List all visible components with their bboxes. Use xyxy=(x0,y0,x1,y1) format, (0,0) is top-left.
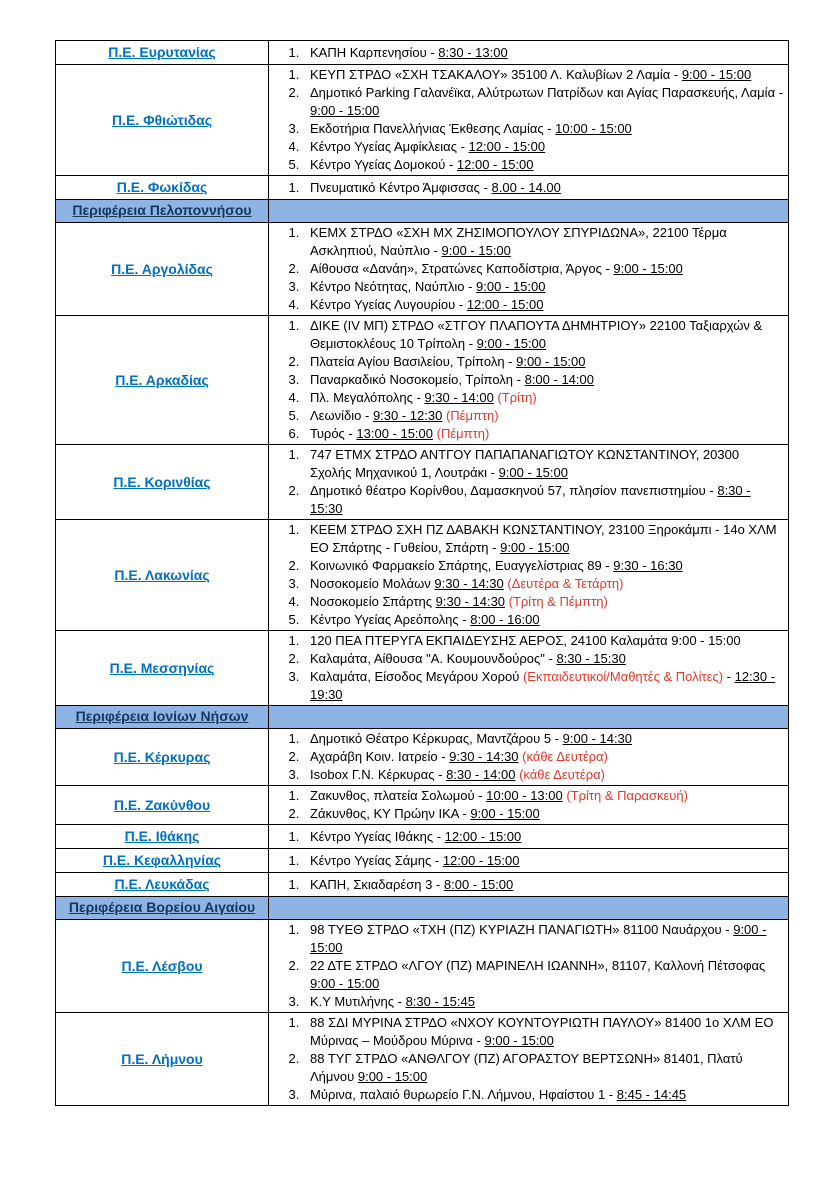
location-text: Πλ. Μεγαλόπολης - xyxy=(310,390,425,405)
location-text: Δημοτικό Θέατρο Κέρκυρας, Μαντζάρου 5 - xyxy=(310,731,563,746)
locations-cell xyxy=(269,825,789,849)
day-note: (κάθε Δευτέρα) xyxy=(515,767,605,782)
day-note: (Τρίτη) xyxy=(493,390,537,405)
location-item xyxy=(303,84,784,120)
location-text: Πλατεία Αγίου Βασιλείου, Τρίπολη - xyxy=(310,354,517,369)
location-item xyxy=(303,296,784,314)
location-text: Ζάκυνθος, ΚΥ Πρώην ΙΚΑ - xyxy=(310,806,471,821)
unit-label: Π.Ε. Κορινθίας xyxy=(113,473,211,490)
unit-row xyxy=(56,631,789,706)
time-range: 9:00 - 15:00 xyxy=(441,243,511,258)
region-header-label: Περιφέρεια Πελοποννήσου xyxy=(72,202,252,218)
location-text: Αχαράβη Κοιν. Ιατρείο - xyxy=(310,749,450,764)
day-note: (Εκπαιδευτικοί/Μαθητές & Πολίτες) xyxy=(522,669,724,684)
location-text: Κέντρο Υγείας Σάμης - xyxy=(310,852,443,868)
locations-cell xyxy=(269,41,789,65)
locations-list xyxy=(269,446,784,518)
time-range: 8:30 - 13:00 xyxy=(438,44,508,60)
location-item xyxy=(303,1086,784,1104)
unit-row xyxy=(56,176,789,200)
time-range: 9:30 - 14:30 xyxy=(449,749,519,764)
unit-label: Π.Ε. Ιθάκης xyxy=(124,828,200,844)
location-text: Λεωνίδιο - xyxy=(310,408,373,423)
location-text: Κοινωνικό Φαρμακείο Σπάρτης, Ευαγγελίστριας 89 - xyxy=(310,558,614,573)
time-range: 8:30 - 15:30 xyxy=(556,651,626,666)
region-header-cell xyxy=(56,200,269,223)
location-item xyxy=(303,389,784,407)
time-range: 9:00 - 15:00 xyxy=(484,1033,554,1048)
location-text: Ζακυνθος, πλατεία Σολωμού - xyxy=(310,788,487,803)
location-item xyxy=(303,446,784,482)
location-text: Κέντρο Υγείας Ιθάκης - xyxy=(310,828,445,844)
region-header-spacer-cell xyxy=(269,897,789,920)
location-text: Isobox Γ.Ν. Κέρκυρας - xyxy=(310,767,447,782)
unit-label: Π.Ε. Φθιώτιδας xyxy=(111,111,213,128)
time-range: 8:30 - 15:45 xyxy=(405,994,475,1009)
location-item xyxy=(303,482,784,518)
time-range: 12:00 - 15:00 xyxy=(468,139,546,154)
time-range: 9:30 - 12:30 xyxy=(372,408,443,423)
region-header-row xyxy=(56,897,789,920)
time-range: 12:00 - 15:00 xyxy=(456,157,534,172)
location-text: Κέντρο Υγείας Αρεόπολης - xyxy=(310,612,471,627)
location-item xyxy=(303,224,784,260)
unit-label-cell xyxy=(56,631,269,706)
time-range: 9:30 - 14:00 xyxy=(424,390,494,405)
location-item xyxy=(303,156,784,174)
locations-list xyxy=(269,632,784,704)
unit-row xyxy=(56,65,789,176)
location-item xyxy=(303,353,784,371)
unit-row xyxy=(56,445,789,520)
location-text: Αίθουσα «Δανάη», Στρατώνες Καποδίστρια, Άργος - xyxy=(310,261,614,276)
day-note: (Τρίτη & Πέμπτη) xyxy=(505,594,608,609)
locations-list xyxy=(269,876,784,894)
time-range: 12:30 - 19:30 xyxy=(310,669,776,702)
locations-cell xyxy=(269,873,789,897)
location-item xyxy=(303,593,784,611)
region-header-spacer-cell xyxy=(269,200,789,223)
location-text: Κ.Υ Μυτιλήνης - xyxy=(310,994,406,1009)
unit-label-cell xyxy=(56,920,269,1013)
location-text: Κέντρο Υγείας Λυγουρίου - xyxy=(310,297,467,312)
location-item xyxy=(303,993,784,1011)
time-range: 12:00 - 15:00 xyxy=(442,852,520,868)
location-text: 88 ΤΥΓ ΣΤΡΔΟ «ΑΝΘΛΓΟΥ (ΠΖ) ΑΓΟΡΑΣΤΟΥ ΒΕΡΤΣΩΝΗ» 81401, Πλατύ Λήμνου xyxy=(310,1051,743,1084)
locations-list xyxy=(269,44,784,62)
schedule-table xyxy=(55,40,789,1106)
unit-label: Π.Ε. Αρκαδίας xyxy=(115,371,209,388)
unit-row xyxy=(56,316,789,445)
location-item xyxy=(303,521,784,557)
unit-label: Π.Ε. Φωκίδας xyxy=(116,179,208,195)
location-item xyxy=(303,557,784,575)
unit-label-cell xyxy=(56,1013,269,1106)
unit-label: Π.Ε. Αργολίδας xyxy=(111,260,213,277)
location-text: Νοσοκομείο Σπάρτης xyxy=(310,594,436,609)
location-item xyxy=(303,66,784,84)
unit-row xyxy=(56,729,789,786)
unit-label: Π.Ε. Μεσσηνίας xyxy=(109,659,215,676)
locations-list xyxy=(269,521,784,629)
locations-list xyxy=(269,66,784,174)
location-item xyxy=(303,650,784,668)
location-text: Μύρινα, παλαιό θυρωρείο Γ.Ν. Λήμνου, Ηφαίστου 1 - xyxy=(310,1087,617,1102)
unit-label-cell xyxy=(56,316,269,445)
day-note: (Πέμπτη) xyxy=(433,426,490,441)
unit-label: Π.Ε. Λακωνίας xyxy=(114,566,210,583)
locations-cell xyxy=(269,920,789,1013)
time-range: 8:30 - 14:00 xyxy=(446,767,516,782)
region-header-label: Περιφέρεια Ιονίων Νήσων xyxy=(75,708,249,724)
unit-label: Π.Ε. Ζακύνθου xyxy=(113,796,211,813)
location-text: 88 ΣΔΙ ΜΥΡΙΝΑ ΣΤΡΔΟ «ΝΧΟΥ ΚΟΥΝΤΟΥΡΙΩΤΗ ΠΑΥΛΟΥ» 81400 1ο ΧΛΜ ΕΟ Μύρινας – Μούδρου Μύρινα - xyxy=(310,1015,774,1048)
location-item xyxy=(303,575,784,593)
time-range: 8:00 - 16:00 xyxy=(470,612,540,627)
time-range: 8.00 - 14.00 xyxy=(491,179,561,195)
location-text: Δημοτικό θέατρο Κορίνθου, Δαμασκηνού 57, πλησίον πανεπιστημίου - xyxy=(310,483,718,498)
location-text: ΚΑΠΗ Καρπενησίου - xyxy=(310,44,439,60)
location-item xyxy=(303,407,784,425)
location-item xyxy=(303,787,784,805)
location-item xyxy=(303,1050,784,1086)
unit-label: Π.Ε. Κεφαλληνίας xyxy=(102,852,222,868)
locations-list xyxy=(269,828,784,846)
location-text: ΔΙΚΕ (ΙV ΜΠ) ΣΤΡΔΟ «ΣΤΓΟΥ ΠΛΑΠΟΥΤΑ ΔΗΜΗΤΡΙΟΥ» 22100 Ταξιαρχών & Θεμιστοκλέους 10 Τρίπολη - xyxy=(310,318,763,351)
location-item xyxy=(303,668,784,704)
unit-label-cell xyxy=(56,786,269,825)
unit-label-cell xyxy=(56,849,269,873)
unit-label-cell xyxy=(56,729,269,786)
location-item xyxy=(303,138,784,156)
locations-cell xyxy=(269,223,789,316)
locations-cell xyxy=(269,520,789,631)
location-item xyxy=(303,179,784,197)
location-text: 747 ΕΤΜΧ ΣΤΡΔΟ ΑΝΤΓΟΥ ΠΑΠΑΠΑΝΑΓΙΩΤΟΥ ΚΩΝΣΤΑΝΤΙΝΟΥ, 20300 Σχολής Μηχανικού 1, Λουτράκι - xyxy=(310,447,740,480)
location-text: Κέντρο Υγείας Αμφίκλειας - xyxy=(310,139,469,154)
unit-label: Π.Ε. Ευρυτανίας xyxy=(108,44,216,60)
time-range: 9:00 - 15:00 xyxy=(613,261,683,276)
unit-label: Π.Ε. Κέρκυρας xyxy=(113,748,211,765)
region-header-spacer-cell xyxy=(269,706,789,729)
location-item xyxy=(303,957,784,993)
unit-row xyxy=(56,920,789,1013)
unit-label-cell xyxy=(56,41,269,65)
day-note: (Δευτέρα & Τετάρτη) xyxy=(503,576,624,591)
location-text: Καλαμάτα, Είσοδος Μεγάρου Χορού xyxy=(310,669,523,684)
time-range: 8:45 - 14:45 xyxy=(616,1087,687,1102)
location-item xyxy=(303,921,784,957)
location-text: Νοσοκομείο Μολάων xyxy=(310,576,435,591)
locations-list xyxy=(269,852,784,870)
time-range: 8:30 - 15:30 xyxy=(310,483,751,516)
unit-label: Π.Ε. Λέσβου xyxy=(121,957,203,974)
location-text: Κέντρο Νεότητας, Ναύπλιο - xyxy=(310,279,477,294)
locations-cell xyxy=(269,1013,789,1106)
time-range: 9:00 - 15:00 xyxy=(500,540,570,555)
schedule-table-body xyxy=(56,41,789,1106)
time-range: 9:00 - 15:00 xyxy=(516,354,586,369)
unit-row xyxy=(56,825,789,849)
location-text: Παναρκαδικό Νοσοκομείο, Τρίπολη - xyxy=(310,372,525,387)
time-range: 8:00 - 14:00 xyxy=(524,372,594,387)
locations-cell xyxy=(269,786,789,825)
location-item xyxy=(303,632,784,650)
locations-list xyxy=(269,921,784,1011)
location-text: Τυρός - xyxy=(310,426,357,441)
location-text: ΚΑΠΗ, Σκιαδαρέση 3 - xyxy=(310,876,444,892)
location-text: - xyxy=(723,669,735,684)
location-item xyxy=(303,260,784,278)
locations-cell xyxy=(269,176,789,200)
time-range: 13:00 - 15:00 xyxy=(356,426,434,441)
locations-list xyxy=(269,1014,784,1104)
unit-row xyxy=(56,520,789,631)
unit-row xyxy=(56,223,789,316)
time-range: 12:00 - 15:00 xyxy=(466,297,544,312)
unit-label-cell xyxy=(56,520,269,631)
day-note: (Πέμπτη) xyxy=(442,408,499,423)
unit-label-cell xyxy=(56,176,269,200)
location-item xyxy=(303,748,784,766)
unit-label: Π.Ε. Λευκάδας xyxy=(114,876,210,892)
unit-label-cell xyxy=(56,223,269,316)
location-item xyxy=(303,317,784,353)
location-text: ΚΕΥΠ ΣΤΡΔΟ «ΣΧΗ ΤΣΑΚΑΛΟΥ» 35100 Λ. Καλυβίων 2 Λαμία - xyxy=(310,67,682,82)
region-header-cell xyxy=(56,897,269,920)
region-header-cell xyxy=(56,706,269,729)
time-range: 9:30 - 16:30 xyxy=(613,558,683,573)
unit-label-cell xyxy=(56,65,269,176)
location-item xyxy=(303,828,784,846)
time-range: 10:00 - 13:00 xyxy=(486,788,563,803)
time-range: 9:30 - 14:30 xyxy=(435,594,506,609)
location-item xyxy=(303,371,784,389)
unit-row xyxy=(56,41,789,65)
region-header-label: Περιφέρεια Βορείου Αιγαίου xyxy=(68,899,256,915)
locations-cell xyxy=(269,631,789,706)
time-range: 8:00 - 15:00 xyxy=(443,876,514,892)
location-text: Πνευματικό Κέντρο Άμφισσας - xyxy=(310,179,492,195)
day-note: (Τρίτη & Παρασκευή) xyxy=(562,788,688,803)
unit-label-cell xyxy=(56,873,269,897)
location-text: Κέντρο Υγείας Δομοκού - xyxy=(310,157,457,172)
day-note: (κάθε Δευτέρα) xyxy=(518,749,609,764)
locations-cell xyxy=(269,316,789,445)
location-text: ΚΕΕΜ ΣΤΡΔΟ ΣΧΗ ΠΖ ΔΑΒΑΚΗ ΚΩΝΣΤΑΝΤΙΝΟΥ, 23100 Ξηροκάμπι - 14ο ΧΛΜ ΕΟ Σπάρτης - Γυθείου, Σπάρτη - xyxy=(310,522,777,555)
time-range: 12:00 - 15:00 xyxy=(444,828,522,844)
region-header-row xyxy=(56,706,789,729)
location-text: Δημοτικό Parking Γαλανέϊκα, Αλύτρωτων Πατρίδων και Αγίας Παρασκευής, Λαμία - xyxy=(310,85,784,100)
unit-row xyxy=(56,849,789,873)
unit-label-cell xyxy=(56,445,269,520)
locations-cell xyxy=(269,445,789,520)
location-item xyxy=(303,1014,784,1050)
locations-cell xyxy=(269,849,789,873)
location-item xyxy=(303,425,784,443)
time-range: 9:00 - 15:00 xyxy=(310,103,380,118)
location-item xyxy=(303,805,784,823)
locations-list xyxy=(269,317,784,443)
unit-row xyxy=(56,1013,789,1106)
time-range: 9:00 - 15:00 xyxy=(498,465,568,480)
location-text: Καλαμάτα, Αίθουσα "Α. Κουμουνδούρος" - xyxy=(310,651,557,666)
location-text: ΚΕΜΧ ΣΤΡΔΟ «ΣΧΗ ΜΧ ΖΗΣΙΜΟΠΟΥΛΟΥ ΣΠΥΡΙΔΩΝΑ», 22100 Τέρμα Ασκληπιού, Ναύπλιο - xyxy=(310,225,727,258)
location-item xyxy=(303,766,784,784)
time-range: 9:30 - 14:30 xyxy=(434,576,504,591)
location-item xyxy=(303,611,784,629)
locations-list xyxy=(269,787,784,823)
time-range: 9:00 - 15:00 xyxy=(470,806,540,821)
locations-list xyxy=(269,179,784,197)
location-item xyxy=(303,876,784,894)
locations-list xyxy=(269,730,784,784)
time-range: 9:00 - 14:30 xyxy=(562,731,633,746)
unit-label: Π.Ε. Λήμνου xyxy=(121,1050,203,1067)
time-range: 9:00 - 15:00 xyxy=(310,922,767,955)
location-text: 120 ΠΕΑ ΠΤΕΡΥΓΑ ΕΚΠΑΙΔΕΥΣΗΣ ΑΕΡΟΣ, 24100 Καλαμάτα 9:00 - 15:00 xyxy=(310,633,741,648)
time-range: 9:00 - 15:00 xyxy=(681,67,752,82)
locations-list xyxy=(269,224,784,314)
locations-cell xyxy=(269,65,789,176)
time-range: 10:00 - 15:00 xyxy=(555,121,632,136)
time-range: 9:00 - 15:00 xyxy=(476,336,547,351)
time-range: 9:00 - 15:00 xyxy=(476,279,546,294)
location-text: 98 ΤΥΕΘ ΣΤΡΔΟ «ΤΧΗ (ΠΖ) ΚΥΡΙΑΖΗ ΠΑΝΑΓΙΩΤΗ» 81100 Ναυάρχου - xyxy=(310,922,734,937)
location-item xyxy=(303,278,784,296)
location-text: Εκδοτήρια Πανελλήνιας Έκθεσης Λαμίας - xyxy=(310,121,556,136)
unit-row xyxy=(56,786,789,825)
unit-label-cell xyxy=(56,825,269,849)
location-item xyxy=(303,120,784,138)
locations-cell xyxy=(269,729,789,786)
location-item xyxy=(303,730,784,748)
region-header-row xyxy=(56,200,789,223)
location-text: 22 ΔΤΕ ΣΤΡΔΟ «ΛΓΟΥ (ΠΖ) ΜΑΡΙΝΕΛΗ ΙΩΑΝΝΗ», 81107, Καλλονή Πέτσοφας xyxy=(310,958,766,973)
unit-row xyxy=(56,873,789,897)
time-range: 9:00 - 15:00 xyxy=(310,976,380,991)
location-item xyxy=(303,852,784,870)
location-item xyxy=(303,44,784,62)
time-range: 9:00 - 15:00 xyxy=(357,1069,428,1084)
